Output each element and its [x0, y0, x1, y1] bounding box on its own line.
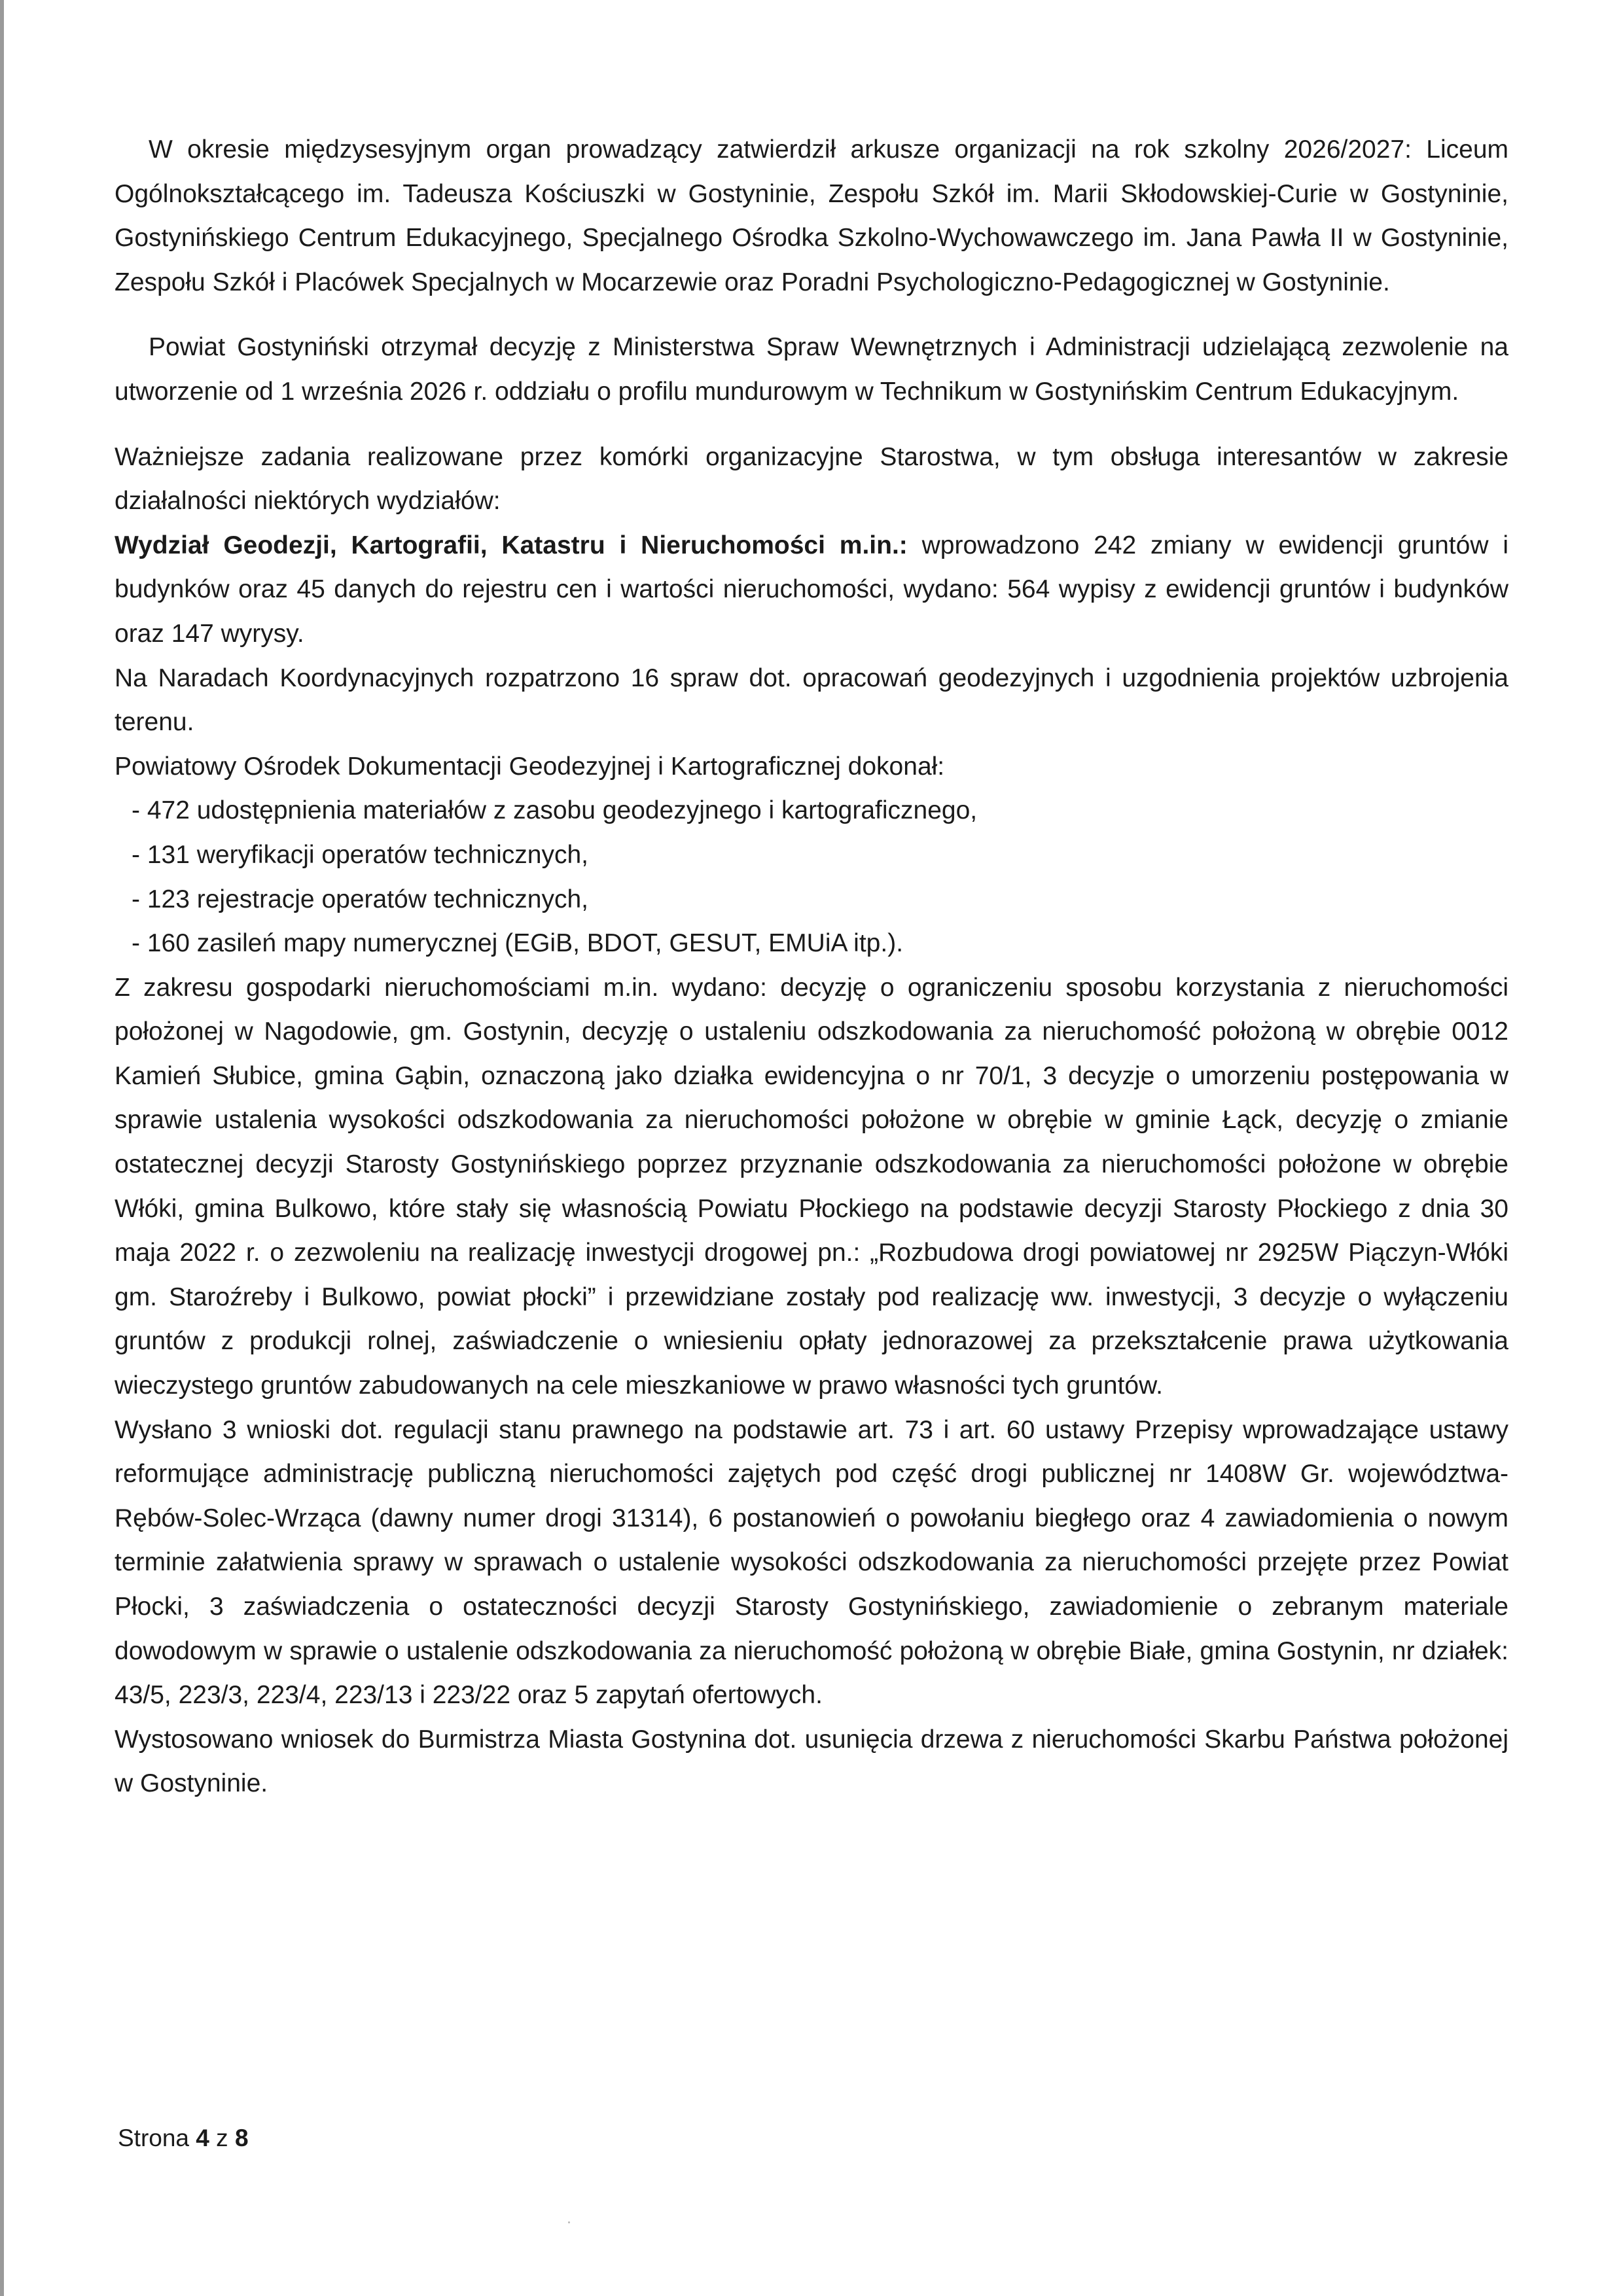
page-separator: z	[216, 2125, 228, 2151]
scan-speck	[568, 2221, 570, 2223]
list-item: - 131 weryfikacji operatów technicznych,	[132, 840, 588, 869]
paragraph-ministry-decision: Powiat Gostyniński otrzymał decyzję z Ministerstwa Spraw Wewnętrznych i Administracji udzielającą zezwolenie na utworzenie od 1 września 2026 r. oddziału o profilu mundurowym w Technikum w Gostynińskim Centrum Edukacyjnym.	[115, 333, 1508, 406]
page-label: Strona	[118, 2125, 190, 2151]
paragraph-tasks-intro: Ważniejsze zadania realizowane przez komórki organizacyjne Starostwa, w tym obsługa interesantów w zakresie działalności niektórych wydziałów:	[115, 442, 1508, 516]
paragraph-real-estate-management: Z zakresu gospodarki nieruchomościami m.in. wydano: decyzję o ograniczeniu sposobu korzystania z nieruchomości położonej w Nagodowie, gm. Gostynin, decyzję o ustaleniu odszkodowania za nieruchomość położoną w obrębie 0012 Kamień Słubice, gmina Gąbin, oznaczoną jako działka ewidencyjna o nr 70/1, 3 decyzje o umorzeniu postępowania w sprawie ustalenia wysokości odszkodowania za nieruchomości położone w obrębie w gminie Łąck, decyzję o zmianie ostatecznej decyzji Starosty Gostynińskiego poprzez przyznanie odszkodowania za nieruchomości położone w obrębie Włóki, gmina Bulkowo, które stały się własnością Powiatu Płockiego na podstawie decyzji Starosty Płockiego z dnia 30 maja 2022 r. o zezwoleniu na realizację inwestycji drogowej pn.: „Rozbudowa drogi powiatowej nr 2925W Piączyn-Włóki gm. Staroźreby i Bulkowo, powiat płocki” i przewidziane zostały pod realizację ww. inwestycji, 3 decyzje o wyłączeniu gruntów z produkcji rolnej, zaświadczenie o wniesieniu opłaty jednorazowej za przekształcenie prawa użytkowania wieczystego gruntów zabudowanych na cele mieszkaniowe w prawo własności tych gruntów.	[115, 973, 1508, 1400]
geodesy-summary: wprowadzono 242 zmiany w ewidencji gruntów i budynków oraz 45 danych do rejestru cen i wartości nieruchomości, wydano: 564 wypisy z ewidencji gruntów i budynków oraz 147 wyrysy.	[115, 531, 1508, 648]
paragraph-podgik-intro: Powiatowy Ośrodek Dokumentacji Geodezyjnej i Kartograficznej dokonał:	[115, 752, 945, 781]
paragraph-legal-regulation: Wysłano 3 wnioski dot. regulacji stanu prawnego na podstawie art. 73 i art. 60 ustawy Przepisy wprowadzające ustawy reformujące administrację publiczną nieruchomości zajętych pod część drogi publicznej nr 1408W Gr. województwa-Rębów-Solec-Wrząca (dawny numer drogi 31314), 6 postanowień o powołaniu biegłego oraz 4 zawiadomienia o nowym terminie załatwienia sprawy w sprawach o ustalenie wysokości odszkodowania za nieruchomości przejęte przez Powiat Płocki, 3 zaświadczenia o ostateczności decyzji Starosty Gostynińskiego, zawiadomienie o zebranym materiale dowodowym w sprawie o ustalenie odszkodowania za nieruchomość położoną w obrębie Białe, gmina Gostynin, nr działek: 43/5, 223/3, 223/4, 223/13 i 223/22 oraz 5 zapytań ofertowych.	[115, 1415, 1508, 1710]
paragraph-organization-sheets: W okresie międzysesyjnym organ prowadzący zatwierdził arkusze organizacji na rok szkolny 2026/2027: Liceum Ogólnokształcącego im. Tadeusza Kościuszki w Gostyninie, Zespołu Szkół im. Marii Skłodowskiej-Curie w Gostyninie, Gostynińskiego Centrum Edukacyjnego, Specjalnego Ośrodka Szkolno-Wychowawczego im. Jana Pawła II w Gostyninie, Zespołu Szkół i Placówek Specjalnych w Mocarzewie oraz Poradni Psychologiczno-Pedagogicznej w Gostyninie.	[115, 135, 1508, 296]
current-page: 4	[196, 2125, 209, 2151]
paragraph-tree-removal: Wystosowano wniosek do Burmistrza Miasta Gostynina dot. usunięcia drzewa z nieruchomości Skarbu Państwa położonej w Gostyninie.	[115, 1725, 1508, 1798]
page-number	[118, 2125, 249, 2152]
scan-edge	[0, 0, 4, 2296]
paragraph-coordination-meetings: Na Naradach Koordynacyjnych rozpatrzono 16 spraw dot. opracowań geodezyjnych i uzgodnienia projektów uzbrojenia terenu.	[115, 663, 1508, 737]
total-pages: 8	[234, 2125, 249, 2151]
paragraph-geodesy-department	[115, 523, 1508, 656]
list-item: - 472 udostępnienia materiałów z zasobu geodezyjnego i kartograficznego,	[132, 796, 978, 825]
list-item: - 160 zasileń mapy numerycznej (EGiB, BDOT, GESUT, EMUiA itp.).	[132, 929, 904, 958]
department-heading: Wydział Geodezji, Kartografii, Katastru i Nieruchomości m.in.:	[115, 531, 908, 559]
list-item: - 123 rejestracje operatów technicznych,	[132, 885, 589, 913]
document-body	[115, 128, 1508, 1806]
podgik-activities-list	[115, 788, 1508, 965]
